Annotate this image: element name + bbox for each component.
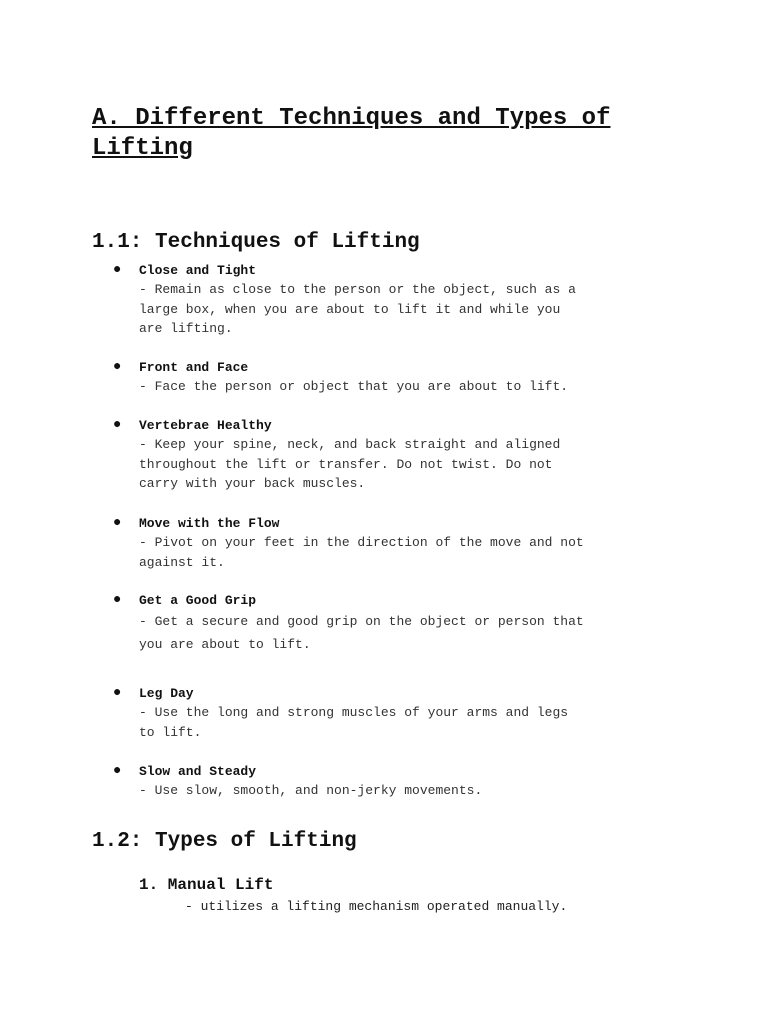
bullet-icon: ● xyxy=(113,359,122,375)
bullet-title: Get a Good Grip xyxy=(139,593,257,608)
numbered-item-description: - utilizes a lifting mechanism operated manually. xyxy=(185,899,568,914)
bullet-description: - Face the person or object that you are about to lift. xyxy=(139,379,569,394)
bullet-description: - Pivot on your feet in the direction of the move and not against it. xyxy=(139,535,584,570)
bullet-icon: ● xyxy=(113,763,122,779)
document-title: A. Different Techniques and Types of Lifting xyxy=(92,105,611,162)
list-item xyxy=(113,684,693,742)
bullet-description: - Use slow, smooth, and non-jerky movements. xyxy=(139,783,483,798)
bullet-icon: ● xyxy=(113,262,122,278)
bullet-description: - Get a secure and good grip on the object or person that you are about to lift. xyxy=(139,614,584,652)
bullet-description: - Keep your spine, neck, and back straight and aligned throughout the lift or transfer. Do not twist. Do not carry with your back muscles. xyxy=(139,437,561,491)
section-heading-techniques: 1.1: Techniques of Lifting xyxy=(92,231,420,254)
bullet-description: - Use the long and strong muscles of your arms and legs to lift. xyxy=(139,705,569,740)
list-item xyxy=(113,261,693,339)
bullet-icon: ● xyxy=(113,685,122,701)
numbered-item-title: 1. Manual Lift xyxy=(139,876,274,894)
list-item xyxy=(113,416,693,494)
numbered-list-item xyxy=(139,875,699,916)
bullet-title: Vertebrae Healthy xyxy=(139,418,272,433)
section-heading-types: 1.2: Types of Lifting xyxy=(92,830,357,853)
bullet-icon: ● xyxy=(113,515,122,531)
list-item xyxy=(113,762,693,801)
bullet-icon: ● xyxy=(113,417,122,433)
bullet-title: Leg Day xyxy=(139,686,194,701)
bullet-title: Close and Tight xyxy=(139,263,257,278)
bullet-icon: ● xyxy=(113,592,122,608)
bullet-title: Front and Face xyxy=(139,360,249,375)
list-item xyxy=(113,358,693,397)
list-item xyxy=(113,591,693,656)
bullet-title: Slow and Steady xyxy=(139,764,257,779)
bullet-description: - Remain as close to the person or the object, such as a large box, when you are about to lift it and while you are lifting. xyxy=(139,282,576,336)
bullet-title: Move with the Flow xyxy=(139,516,280,531)
list-item xyxy=(113,514,693,572)
